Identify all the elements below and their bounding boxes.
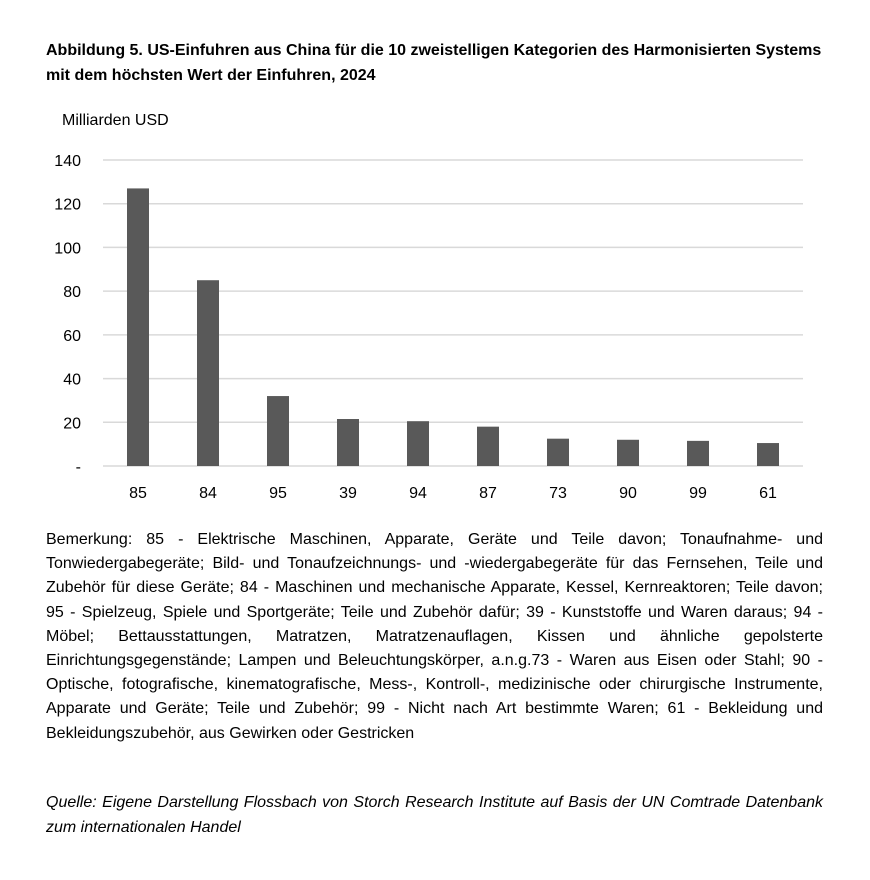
y-tick-label: 40 — [63, 371, 81, 389]
y-axis-label: Milliarden USD — [62, 112, 169, 129]
bar-61 — [757, 443, 779, 466]
bar-90 — [617, 440, 639, 466]
y-tick-label: 60 — [63, 327, 81, 345]
bar-94 — [407, 421, 429, 466]
bar-39 — [337, 419, 359, 466]
x-tick-labels — [129, 485, 777, 502]
y-tick-label: 140 — [54, 153, 81, 170]
bar-85 — [127, 188, 149, 466]
x-tick-label-39: 39 — [339, 485, 357, 502]
x-tick-label-73: 73 — [549, 485, 567, 502]
bar-99 — [687, 441, 709, 466]
chart-svg — [0, 100, 870, 510]
y-tick-label: 80 — [63, 284, 81, 302]
x-tick-label-84: 84 — [199, 485, 217, 502]
x-tick-label-87: 87 — [479, 485, 497, 502]
x-tick-label-94: 94 — [409, 485, 427, 502]
bars — [127, 188, 779, 466]
y-tick-labels — [54, 153, 81, 476]
bar-84 — [197, 280, 219, 466]
y-tick-label: 100 — [54, 240, 81, 258]
bar-95 — [267, 396, 289, 466]
x-tick-label-61: 61 — [759, 485, 777, 502]
y-tick-label: 20 — [63, 415, 81, 433]
bar-87 — [477, 427, 499, 466]
x-tick-label-99: 99 — [689, 485, 707, 502]
figure-title: Abbildung 5. US-Einfuhren aus China für die 10 zweistelligen Kategorien des Harmonisierten Systems mit dem höchsten Wert der Einfuhren, 2024 — [46, 42, 822, 84]
figure-note: Bemerkung: 85 - Elektrische Maschinen, Apparate, Geräte und Teile davon; Tonaufnahme- und Tonwiedergabegeräte; Bild- und Tonaufzeichnungs- und -wiedergabegeräte für das Fernsehen, Teile und Zubehör für diese Geräte; 84 - Maschinen und mechanische Apparate, Kessel, Kernreaktoren; Teile davon; 95 - Spielzeug, Spiele und Sportgeräte; Teile und Zubehör dafür; 39 - Kunststoffe und Waren daraus; 94 - Möbel; Bettausstattungen, Matratzen, Matratzenauflagen, Kissen und ähnliche gepolsterte Einrichtungsgegenstände; Lampen und Beleuchtungskörper, a.n.g.73 - Waren aus Eisen oder Stahl; 90 - Optische, fotografische, kinematografische, Mess-, Kontroll-, medizinische oder chirurgische Instrumente, Apparate und Geräte; Teile und Zubehör; 99 - Nicht nach Art bestimmte Waren; 61 - Bekleidung und Bekleidungszubehör, aus Gewirken oder Gestricken — [46, 531, 823, 742]
x-tick-label-85: 85 — [129, 485, 147, 502]
x-tick-label-90: 90 — [619, 485, 637, 502]
y-tick-label: 120 — [54, 196, 81, 214]
bar-73 — [547, 439, 569, 466]
figure-source: Quelle: Eigene Darstellung Flossbach von Storch Research Institute auf Basis der UN Comtrade Datenbank zum internationalen Handel — [46, 794, 823, 836]
y-tick-label: - — [75, 459, 81, 476]
bar-chart — [0, 100, 870, 510]
x-tick-label-95: 95 — [269, 485, 287, 502]
